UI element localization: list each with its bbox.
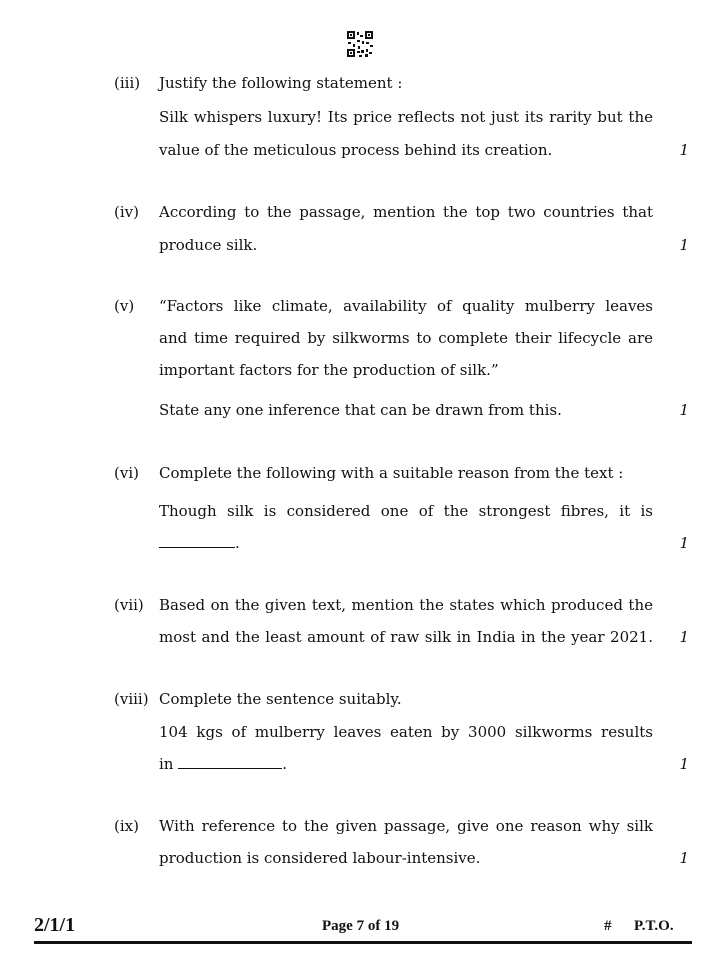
question-text: 104 kgs of mulberry leaves eaten by 3000 silkworms results	[159, 723, 653, 741]
question-text: produce silk.	[159, 236, 258, 254]
pto-label: P.T.O.	[634, 918, 674, 934]
answer-blank: .	[159, 534, 653, 552]
question-number: (iv)	[114, 203, 139, 221]
question-number: (ix)	[114, 817, 139, 835]
paper-code: 2/1/1	[34, 914, 76, 936]
marks: 1	[679, 534, 689, 552]
question-text: Though silk is considered one of the strongest fibres, it is	[159, 502, 653, 520]
question-number: (vi)	[114, 464, 139, 482]
marks: 1	[679, 236, 689, 254]
footer-rule	[34, 941, 692, 944]
question-v	[114, 297, 689, 427]
question-number: (vii)	[114, 596, 144, 614]
question-text: Complete the sentence suitably.	[159, 690, 402, 708]
answer-blank-line: in .	[159, 755, 288, 773]
question-viii	[114, 690, 689, 780]
question-vii	[114, 596, 689, 656]
question-text: important factors for the production of silk.”	[159, 361, 499, 379]
marks: 1	[679, 849, 689, 867]
question-text: State any one inference that can be drawn from this.	[159, 401, 562, 419]
question-text: According to the passage, mention the top two countries that	[159, 203, 653, 221]
marks: 1	[679, 401, 689, 419]
question-text: Justify the following statement :	[159, 74, 403, 92]
question-number: (iii)	[114, 74, 141, 92]
question-iv	[114, 203, 689, 263]
question-text: Complete the following with a suitable reason from the text :	[159, 464, 624, 482]
marks: 1	[679, 141, 689, 159]
marks: 1	[679, 628, 689, 646]
question-ix	[114, 817, 689, 877]
hash-symbol: #	[604, 918, 612, 934]
question-text: With reference to the given passage, give one reason why silk	[159, 817, 653, 835]
question-number: (viii)	[114, 690, 149, 708]
page-number: Page 7 of 19	[322, 918, 400, 934]
question-text: value of the meticulous process behind its creation.	[159, 141, 553, 159]
question-vi	[114, 464, 689, 560]
qr-code-icon	[346, 30, 374, 58]
question-text: production is considered labour-intensive.	[159, 849, 481, 867]
question-text: “Factors like climate, availability of quality mulberry leaves	[159, 297, 653, 315]
marks: 1	[679, 755, 689, 773]
question-iii	[114, 74, 689, 164]
question-number: (v)	[114, 297, 135, 315]
question-text: Silk whispers luxury! Its price reflects not just its rarity but the	[159, 108, 653, 126]
page-footer	[0, 912, 727, 952]
question-text: Based on the given text, mention the states which produced the	[159, 596, 653, 614]
question-text: in	[159, 755, 174, 773]
question-text: most and the least amount of raw silk in India in the year 2021.	[159, 628, 653, 646]
question-text: and time required by silkworms to complete their lifecycle are	[159, 329, 653, 347]
